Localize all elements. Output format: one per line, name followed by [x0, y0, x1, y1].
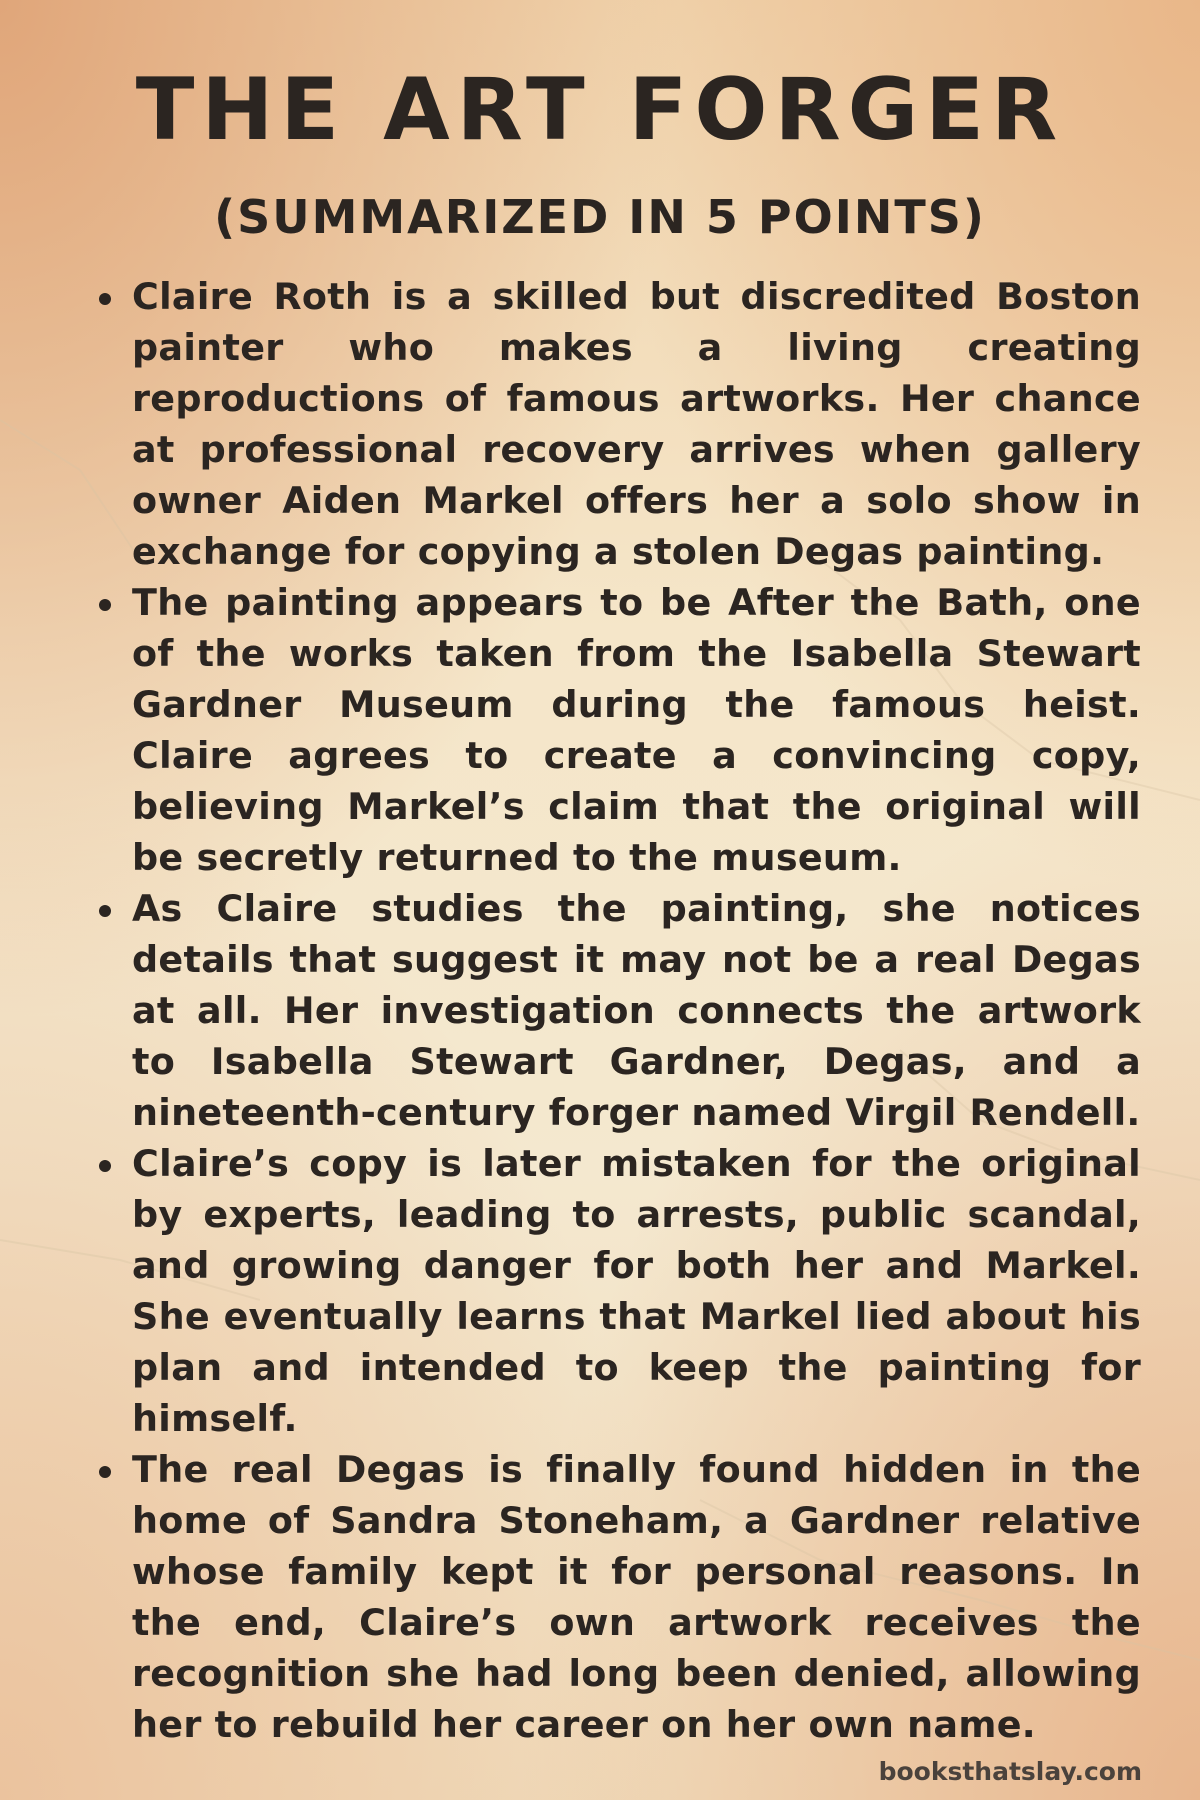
summary-point-text: The real Degas is finally found hidden in the home of Sandra Stoneham, a Gardner relative whose family kept it for personal reasons. In the end, Claire’s own artwork receives the recognition she had long been denied, allowing her to rebuild her career on her own name. [132, 1448, 1141, 1746]
summary-point-list [96, 271, 1141, 1750]
bullet-icon [99, 293, 111, 305]
summary-point-text: Claire’s copy is later mistaken for the original by experts, leading to arrests, public scandal, and growing danger for both her and Markel. She eventually learns that Markel lied about his plan and intended to keep the painting for himself. [132, 1142, 1141, 1440]
bullet-icon [99, 599, 111, 611]
bullet-icon [99, 905, 111, 917]
summary-point-text: As Claire studies the painting, she notices details that suggest it may not be a real Degas at all. Her investigation connects the artwork to Isabella Stewart Gardner, Degas, and a nineteenth-century forger named Virgil Rendell. [132, 887, 1141, 1134]
summary-point [96, 1138, 1141, 1444]
summary-point [96, 1444, 1141, 1750]
page-subtitle: (SUMMARIZED IN 5 POINTS) [214, 190, 986, 244]
summary-point-text: The painting appears to be After the Bath, one of the works taken from the Isabella Stewart Gardner Museum during the famous heist. Claire agrees to create a convincing copy, believing Markel’s claim that the original will be secretly returned to the museum. [132, 581, 1141, 879]
bullet-icon [99, 1466, 111, 1478]
summary-point [96, 271, 1141, 577]
summary-point [96, 577, 1141, 883]
page-title: THE ART FORGER [135, 60, 1065, 160]
bullet-icon [99, 1160, 111, 1172]
summary-point-text: Claire Roth is a skilled but discredited Boston painter who makes a living creating reproductions of famous artworks. Her chance at professional recovery arrives when gallery owner Aiden Markel offers her a solo show in exchange for copying a stolen Degas painting. [132, 275, 1141, 573]
summary-point [96, 883, 1141, 1138]
website-credit: booksthatslay.com [878, 1757, 1142, 1786]
